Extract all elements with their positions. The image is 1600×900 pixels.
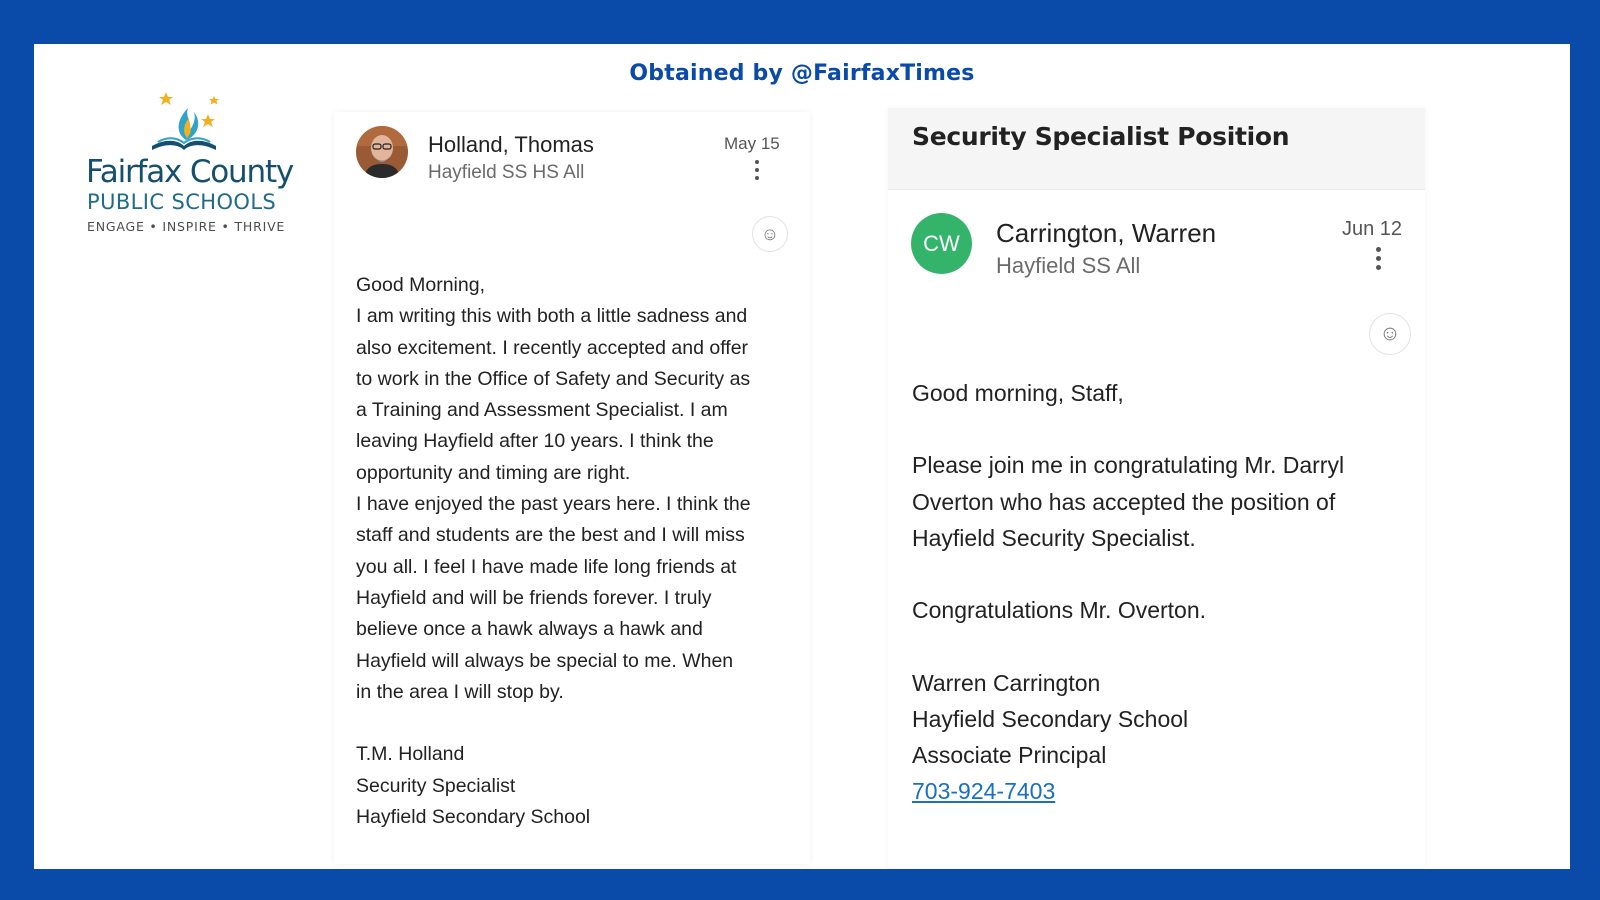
- body-line: you all. I feel I have made life long friends at: [356, 555, 737, 578]
- credit-line: Obtained by @FairfaxTimes: [629, 61, 975, 86]
- body-line: Good Morning,: [356, 274, 485, 296]
- signature-line: Warren Carrington: [912, 669, 1101, 696]
- email-carrington: [888, 108, 1425, 868]
- body-line: in the area I will stop by.: [356, 680, 564, 703]
- sender-name[interactable]: Holland, Thomas: [428, 132, 594, 157]
- email-subject: Security Specialist Position: [912, 122, 1290, 151]
- email-holland: [334, 112, 810, 864]
- recipient-group: Hayfield SS HS All: [428, 162, 585, 183]
- more-options-icon[interactable]: [755, 160, 761, 184]
- email-body: [356, 270, 796, 833]
- body-line: believe once a hawk always a hawk and: [356, 618, 703, 641]
- add-reaction-icon[interactable]: ☺: [1369, 313, 1411, 355]
- avatar[interactable]: [356, 126, 408, 178]
- add-reaction-icon[interactable]: ☺: [752, 216, 788, 252]
- logo-tagline: ENGAGE • INSPIRE • THRIVE: [87, 219, 286, 234]
- body-line: Please join me in congratulating Mr. Darryl: [912, 452, 1345, 479]
- logo-text-schools: PUBLIC SCHOOLS: [87, 190, 277, 214]
- more-options-icon[interactable]: [1376, 247, 1382, 274]
- body-line: leaving Hayfield after 10 years. I think the: [356, 430, 714, 453]
- body-line: Hayfield Security Specialist.: [912, 524, 1196, 551]
- body-line: I am writing this with both a little sadness and: [356, 305, 748, 328]
- body-line: Hayfield will always be special to me. When: [356, 649, 734, 672]
- avatar-photo-icon: [356, 126, 408, 178]
- body-line: Congratulations Mr. Overton.: [912, 597, 1207, 624]
- slide-canvas: [34, 44, 1570, 869]
- body-line: a Training and Assessment Specialist. I am: [356, 399, 728, 422]
- email-body: [912, 375, 1412, 809]
- sender-name[interactable]: Carrington, Warren: [996, 218, 1217, 248]
- signature-line: Security Specialist: [356, 774, 516, 797]
- body-line: also excitement. I recently accepted and offer: [356, 336, 749, 359]
- email-date: Jun 12: [1342, 218, 1403, 240]
- signature-line: Hayfield Secondary School: [356, 806, 591, 829]
- signature-line: T.M. Holland: [356, 743, 465, 766]
- body-line: Hayfield and will be friends forever. I truly: [356, 586, 712, 609]
- logo-book-flame-icon: [144, 88, 224, 158]
- recipient-group: Hayfield SS All: [996, 253, 1141, 278]
- greeting: Good morning, Staff,: [912, 380, 1124, 406]
- signature-line: Associate Principal: [912, 741, 1107, 768]
- body-line: to work in the Office of Safety and Security as: [356, 367, 751, 390]
- signature-line: Hayfield Secondary School: [912, 705, 1189, 732]
- subject-bar: [888, 108, 1425, 190]
- body-line: Overton who has accepted the position of: [912, 488, 1336, 515]
- body-line: I have enjoyed the past years here. I think the: [356, 493, 751, 516]
- logo-text-county: Fairfax County: [86, 154, 294, 190]
- body-line: opportunity and timing are right.: [356, 461, 631, 484]
- body-line: staff and students are the best and I will miss: [356, 524, 745, 547]
- email-date: May 15: [724, 134, 780, 153]
- avatar[interactable]: CW: [911, 213, 972, 274]
- fcps-logo: [86, 88, 296, 238]
- phone-link[interactable]: 703-924-7403: [912, 778, 1056, 805]
